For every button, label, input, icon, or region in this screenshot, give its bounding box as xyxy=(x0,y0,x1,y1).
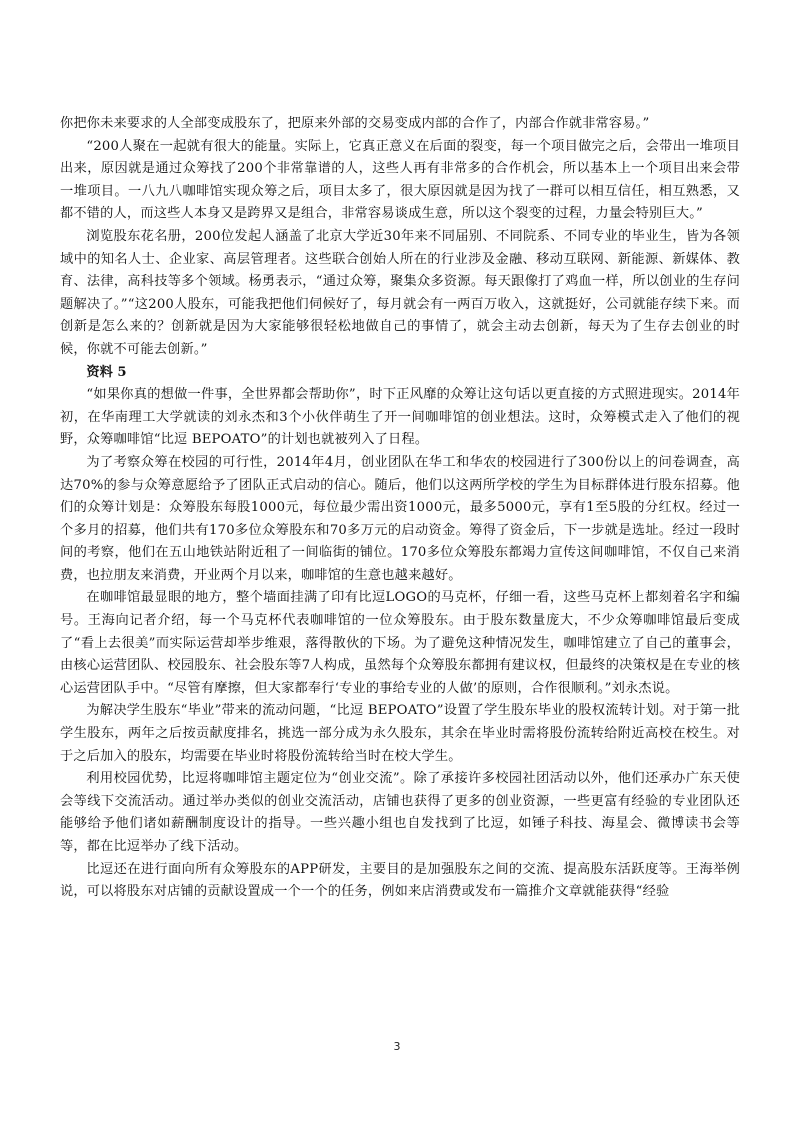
paragraph-intro-bepoato: “如果你真的想做一件事，全世界都会帮助你”，时下正风靡的众筹让这句话以更直接的方式照进现实。2014年初，在华南理工大学就读的刘永杰和3个小伙伴萌生了开一间咖啡馆的创业想法。这时，众筹模式走入了他们的视野，众筹咖啡馆“比逗 BEPOATO”的计划也就被列入了日程。 xyxy=(60,387,740,448)
paragraph-graduation-plan: 为解决学生股东“毕业”带来的流动问题，“比逗 BEPOATO”设置了学生股东毕业的股权流转计划。对于第一批学生股东，两年之后按贡献度排名，挑选一部分成为永久股东，其余在毕业时需将股份流转给附近高校在校生。对于之后加入的股东，均需要在毕业时将股份流转给当时在校大学生。 xyxy=(60,703,740,764)
section-heading: 资料 5 xyxy=(86,364,127,380)
paragraph-app-development: 比逗还在进行面向所有众筹股东的APP研发，主要目的是加强股东之间的交流、提高股东活跃度等。王海举例说，可以将股东对店铺的贡献设置成一个一个的任务，例如来店消费或发布一篇推介文章就能获得“经验 xyxy=(60,861,740,900)
paragraph-continuation: 你把你未来要求的人全部变成股东了，把原来外部的交易变成内部的合作了，内部合作就非常容易。” xyxy=(60,116,650,131)
paragraph-shareholder-roster: 浏览股东花名册，200位发起人涵盖了北京大学近30年来不同届别、不同院系、不同专业的毕业生，皆为各领域中的知名人士、企业家、高层管理者。这些联合创始人所在的行业涉及金融、移动互联网、新能源、新媒体、教育、法律，高科技等多个领域。杨勇表示，“通过众筹，聚集众多资源。每天跟像打了鸡血一样，所以创业的生存问题解决了。”“这200人股东，可能我把他们伺候好了，每月就会有一两百万收入，这就挺好，公司就能存续下来。而创新是怎么来的？创新就是因为大家能够很轻松地做自己的事情了，就会主动去创新，每天为了生存去创业的时候，你就不可能去创新。” xyxy=(60,228,740,357)
paragraph-mugs-wall: 在咖啡馆最显眼的地方，整个墙面挂满了印有比逗LOGO的马克杯，仔细一看，这些马克杯上都刻着名字和编号。王海向记者介绍，每一个马克杯代表咖啡馆的一位众筹股东。由于股东数量庞大，不少众筹咖啡馆最后变成了“看上去很美”而实际运营却举步维艰，落得散伙的下场。为了避免这种情况发生，咖啡馆建立了自己的董事会，由核心运营团队、校园股东、社会股东等7人构成，虽然每个众筹股东都拥有建议权，但最终的决策权是在专业的核心运营团队手中。“尽管有摩擦，但大家都奉行‘专业的事给专业的人做’的原则，合作很顺利。”刘永杰说。 xyxy=(60,590,740,696)
paragraph-200-shareholders: “200人聚在一起就有很大的能量。实际上，它真正意义在后面的裂变，每一个项目做完之后，会带出一堆项目出来，原因就是通过众筹找了200个非常靠谱的人，这些人再有非常多的合作机会，所以基本上一个项目出来会带一堆项目。一八九八咖啡馆实现众筹之后，项目太多了，很大原因就是因为找了一群可以相互信任，相互熟悉，又都不错的人，而这些人本身又是跨界又是组合，非常容易谈成生意，所以这个裂变的过程，力量会特别巨大。” xyxy=(60,138,740,222)
paragraph-feasibility: 为了考察众筹在校园的可行性，2014年4月，创业团队在华工和华农的校园进行了300份以上的问卷调查，高达70%的参与众筹意愿给予了团队正式启动的信心。随后，他们以这两所学校的学生为目标群体进行股东招募。他们的众筹计划是：众筹股东每股1000元，每位最少需出资1000元，最多5000元，享有1至5股的分红权。经过一个多月的招募，他们共有170多位众筹股东和70多万元的启动资金。筹得了资金后，下一步就是选址。经过一段时间的考察，他们在五山地铁站附近租了一间临街的铺位。170多位众筹股东都竭力宣传这间咖啡馆，不仅自己来消费，也拉朋友来消费，开业两个月以来，咖啡馆的生意也越来越好。 xyxy=(60,454,740,583)
paragraph-campus-advantage: 利用校园优势，比逗将咖啡馆主题定位为“创业交流”。除了承接许多校园社团活动以外，他们还承办广东天使会等线下交流活动。通过举办类似的创业交流活动，店铺也获得了更多的创业资源，一些更富有经验的专业团队还能够给予他们诸如薪酬制度设计的指导。一些兴趣小组也自发找到了比逗，如锤子科技、海星会、微博读书会等等，都在比逗举办了线下活动。 xyxy=(60,771,740,854)
document-body xyxy=(60,113,740,904)
page-number: 3 xyxy=(393,1040,401,1053)
